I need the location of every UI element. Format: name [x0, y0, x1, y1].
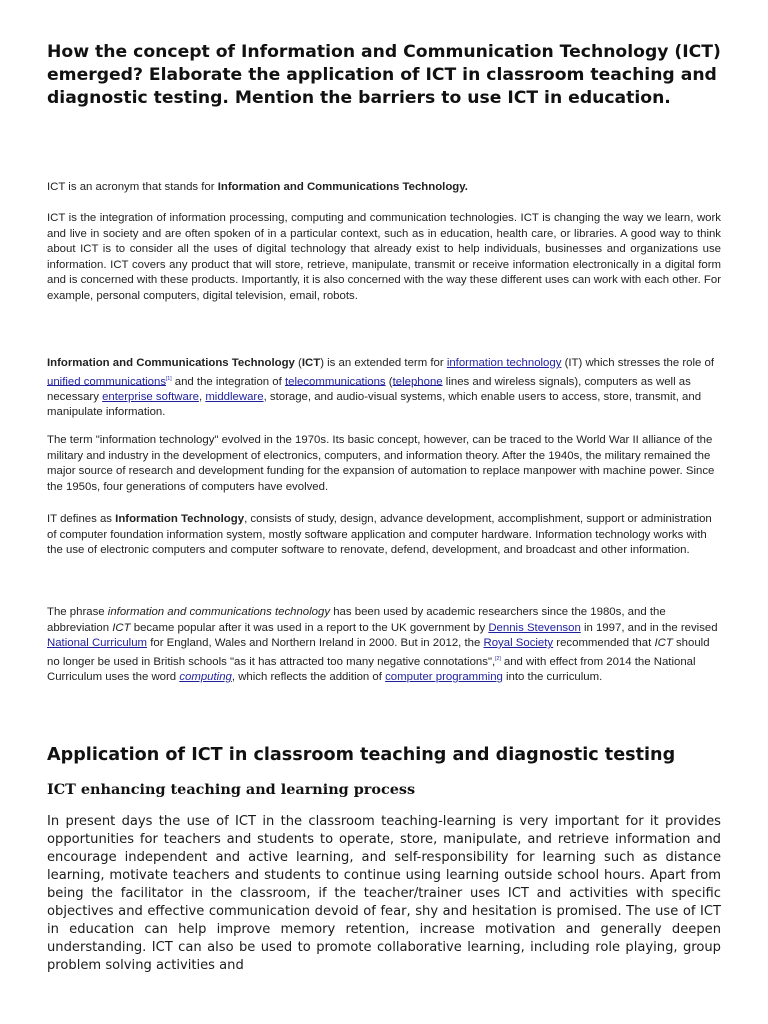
paragraph-ict-extended-term [47, 356, 722, 421]
acronym-bold: Information and Communications Technology. [217, 181, 468, 193]
link-middleware[interactable]: middleware [205, 390, 264, 403]
link-dennis-stevenson[interactable]: Dennis Stevenson [488, 621, 581, 634]
subsection-heading-teaching-learning: ICT enhancing teaching and learning process [47, 781, 416, 798]
text: into the curriculum. [502, 670, 603, 683]
text: should no longer be used in British schools "as it has attracted too many negative connotations", [47, 637, 710, 668]
link-computer-programming[interactable]: computer programming [385, 670, 503, 683]
text: The phrase [47, 606, 108, 618]
text: , storage, and audio-visual systems, which enable users to access, store, transmit, and manipulate information. [47, 390, 702, 419]
text: became popular after it was used in a report to the UK government by [130, 621, 489, 634]
section-heading-application: Application of ICT in classroom teaching and diagnostic testing [47, 745, 676, 765]
paragraph-ict-classroom: In present days the use of ICT in the classroom teaching-learning is very important for it provides opportunities for teachers and students to operate, store, manipulate, and retrieve information and encourage independent and active learning, and self-responsibility for learning such as distance learning, motivate teachers and students to continue using learning outside school hours. Apart from being the facilitator in the classroom, if the teacher/trainer uses ICT and activities with specific objectives and effective communication devoid of fear, shy and hesitation is promised. The use of ICT in education can help improve memory retention, increase motivation and generally deepen understanding. ICT can also be used to promote collaborative learning, including role playing, group problem solving activities and [47, 814, 721, 973]
text: ( [385, 375, 393, 388]
text: ) is an extended term for [320, 357, 447, 369]
text: lines and wireless signals), computers as well as necessary [47, 375, 691, 403]
bold-term-information-technology: Information Technology [115, 513, 245, 525]
text: ( [294, 357, 302, 369]
document-title: How the concept of Information and Communication Technology (ICT) emerged? Elaborate the application of ICT in classroom teaching and diagnostic testing. Mention the barriers to use ICT in education. [47, 42, 721, 108]
bold-term-ict: ICT [301, 357, 321, 369]
italic-ict: ICT [112, 621, 131, 634]
text: , [198, 390, 206, 403]
text: , consists of study, design, advance development, accomplishment, support or administration of computer foundation information system, mostly software application and computer hardware. Information technology works with the use of electronic computers and computer software to renovate, defend, development, and broadcast and other information. [47, 513, 712, 556]
text: and the integration of [171, 375, 285, 388]
bold-term-ict-full: Information and Communications Technology [47, 357, 295, 369]
link-enterprise-software[interactable]: enterprise software [102, 390, 199, 403]
link-royal-society[interactable]: Royal Society [483, 637, 554, 649]
text: has been used by academic researchers since the 1980s, and the abbreviation [47, 606, 666, 634]
citation-ref-1[interactable]: [1] [166, 375, 172, 382]
link-computing[interactable]: computing [179, 670, 232, 683]
text: for England, Wales and Northern Ireland in 2000. But in 2012, the [147, 637, 484, 649]
text: and with effect from 2014 the National Curriculum uses the word [47, 655, 696, 683]
acronym-lead: ICT is an acronym that stands for [47, 181, 218, 193]
citation-ref-2[interactable]: [2] [495, 655, 501, 662]
paragraph-phrase-history [47, 605, 722, 685]
link-unified-communications[interactable]: unified communications [47, 375, 167, 388]
paragraph-it-definition [47, 512, 722, 559]
link-national-curriculum[interactable]: National Curriculum [47, 637, 148, 649]
italic-ict: ICT [654, 637, 673, 649]
link-information-technology[interactable]: information technology [446, 357, 562, 369]
paragraph-ict-integration: ICT is the integration of information processing, computing and communication technologies. ICT is changing the way we learn, work and live in society and are often spoken of in a particular context, such as in education, health care, or libraries. A good way to think about ICT is to consider all the uses of digital technology that already exist to help individuals, businesses and organizations use information. ICT covers any product that will store, retrieve, manipulate, transmit or receive information electronically in a digital form and is concerned with these products. Importantly, it is also concerned with the way these different uses can work with each other. For example, personal computers, digital television, email, robots. [47, 212, 721, 302]
paragraph-it-history: The term "information technology" evolved in the 1970s. Its basic concept, however, can be traced to the World War II alliance of the military and industry in the development of electronics, computers, and information theory. After the 1940s, the military remained the major source of research and development funding for the expansion of automation to replace manpower with machine power. Since the 1950s, four generations of computers have evolved. [47, 434, 715, 493]
text: in 1997, and in the revised [580, 621, 718, 634]
italic-phrase: information and communications technology [107, 606, 331, 618]
text: IT defines as [47, 513, 116, 525]
text: , which reflects the addition of [231, 670, 386, 683]
text: (IT) which stresses the role of [561, 357, 714, 369]
paragraph-acronym [47, 180, 468, 196]
link-telecommunications[interactable]: telecommunications [284, 375, 386, 388]
text: recommended that [553, 637, 655, 649]
link-telephone[interactable]: telephone [392, 375, 443, 388]
